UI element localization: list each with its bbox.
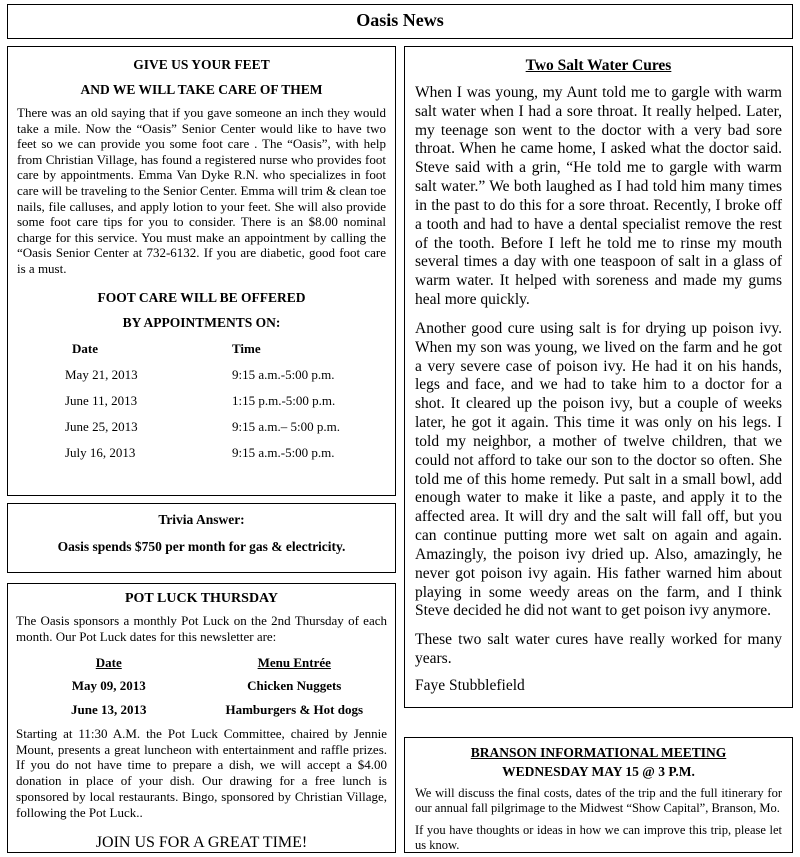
foot-care-col-time: Time <box>232 340 261 356</box>
pot-luck-title: POT LUCK THURSDAY <box>124 591 278 606</box>
branson-title: BRANSON INFORMATIONAL MEETING <box>470 745 727 760</box>
foot-care-article <box>7 46 396 496</box>
table-row <box>17 445 386 461</box>
table-row <box>17 393 386 409</box>
branson-paragraph: We will discuss the final costs, dates of the trip and the full itinerary for our annual fall pilgrimage to the Midwest “Show Capital”, Branson, Mo. <box>415 786 782 815</box>
foot-care-table-header <box>17 341 386 357</box>
salt-water-byline: Faye Stubblefield <box>415 676 525 694</box>
foot-care-title-line2: AND WE WILL TAKE CARE OF THEM <box>80 82 323 97</box>
pot-luck-menu: Hamburgers & Hot dogs <box>225 701 364 717</box>
left-column <box>7 46 396 853</box>
newsletter-title: Oasis News <box>356 10 444 30</box>
appointment-time: 9:15 a.m.-5:00 p.m. <box>232 366 335 382</box>
pot-luck-article <box>7 583 396 853</box>
pot-luck-intro: The Oasis sponsors a monthly Pot Luck on the 2nd Thursday of each month. Our Pot Luck dates for this newsletter are: <box>16 613 387 644</box>
pot-luck-closing: JOIN US FOR A GREAT TIME! <box>95 833 308 851</box>
trivia-title: Trivia Answer: <box>158 512 245 527</box>
right-column <box>404 46 793 853</box>
foot-care-body: There was an old saying that if you gave someone an inch they would take a mile. Now the “Oasis” Senior Center would like to have two feet so we can provide you some foot care . The “Oasis”, with help from Christian Village, has found a registered nurse who provides foot care by appointments. Emma Van Dyke R.N. who specializes in foot care will be traveling to the Senior Center. Emma will trim & clean toe nails, file calluses, and apply lotion to your feet. She will also provide some foot care tips for you to consider. There is an $8.00 nominal charge for this service. You must make an appointment by calling the “Oasis Senior Center at 732-6132. If you are diabetic, good foot care is a must. <box>17 105 386 276</box>
pot-luck-col-date: Date <box>95 654 122 670</box>
trivia-answer-box <box>7 503 396 573</box>
pot-luck-menu: Chicken Nuggets <box>247 677 342 693</box>
branson-meeting-box <box>404 737 793 853</box>
foot-care-subhead2: BY APPOINTMENTS ON: <box>122 314 281 330</box>
appointment-date: June 25, 2013 <box>65 418 138 434</box>
salt-water-title: Two Salt Water Cures <box>525 57 672 74</box>
salt-water-article <box>404 46 793 708</box>
foot-care-title-line1: GIVE US YOUR FEET <box>133 57 270 72</box>
pot-luck-date: June 13, 2013 <box>71 701 147 717</box>
foot-care-col-date: Date <box>72 340 98 356</box>
pot-luck-table <box>16 652 387 722</box>
table-row <box>17 419 386 435</box>
appointment-date: May 21, 2013 <box>65 366 138 382</box>
trivia-body: Oasis spends $750 per month for gas & electricity. <box>57 539 346 554</box>
salt-water-paragraph: These two salt water cures have really worked for many years. <box>415 631 782 668</box>
branson-paragraph: If you have thoughts or ideas in how we can improve this trip, please let us know. <box>415 823 782 852</box>
branson-subtitle: WEDNESDAY MAY 15 @ 3 P.M. <box>502 764 695 779</box>
appointment-date: June 11, 2013 <box>65 392 138 408</box>
columns <box>7 46 793 853</box>
pot-luck-col-menu: Menu Entrée <box>257 654 331 670</box>
salt-water-paragraph: Another good cure using salt is for drying up poison ivy. When my son was young, we lived on the farm and he got a very severe case of poison ivy. He had it on his hands, legs and face, and we had to take him to a doctor for a shot. It cleared up the poison ivy, but a couple of weeks later, he got it again. This time it was only on his legs. I told my neighbor, a mother of twelve children, that we could not afford to take our son to the doctor so often. She told me of this home remedy. Put salt in a small bowl, add enough water to make it like a paste, and apply it to the affected area. It will dry and the salt will fall off, but you can continue putting more wet salt on again and again. Amazingly, the poison ivy dried up. Also, amazingly, he never got poison ivy again. His father warned him about playing in some weedy areas on the farm, and I think Steve decided he did not want to get poison ivy anymore. <box>415 319 782 620</box>
appointment-time: 9:15 a.m.-5:00 p.m. <box>232 444 335 460</box>
appointment-date: July 16, 2013 <box>65 444 136 460</box>
appointment-time: 1:15 p.m.-5:00 p.m. <box>232 392 336 408</box>
salt-water-paragraph: When I was young, my Aunt told me to gargle with warm salt water when I had a sore throat. It really helped. Later, my teenage son went to the doctor with a very bad sore throat. When he came home, I asked what the doctor said. Steve said with a grin, “He told me to gargle with warm salt water.” We both laughed as I had told him many times in the past to do this for a sore throat. Recently, I broke off a tooth and had to have a dental specialist remove the rest of the tooth. Before I left he told me to rinse my mouth several times a day with one teaspoon of salt in a glass of warm water. It helped with soreness and made my gums heal more quickly. <box>415 84 782 309</box>
pot-luck-date: May 09, 2013 <box>71 677 146 693</box>
foot-care-schedule-table <box>17 341 386 461</box>
pot-luck-body: Starting at 11:30 A.M. the Pot Luck Committee, chaired by Jennie Mount, presents a great luncheon with entertainment and raffle prizes. If you do not have time to prepare a dish, we will accept a $4.00 donation in place of your dish. Our drawing for a free lunch is sponsored by local restaurants. Bingo, sponsored by Christian Village, following the Pot Luck.. <box>16 725 387 821</box>
foot-care-subhead1: FOOT CARE WILL BE OFFERED <box>97 289 306 305</box>
table-row <box>17 367 386 383</box>
newsletter-header <box>7 4 793 39</box>
appointment-time: 9:15 a.m.– 5:00 p.m. <box>232 418 340 434</box>
